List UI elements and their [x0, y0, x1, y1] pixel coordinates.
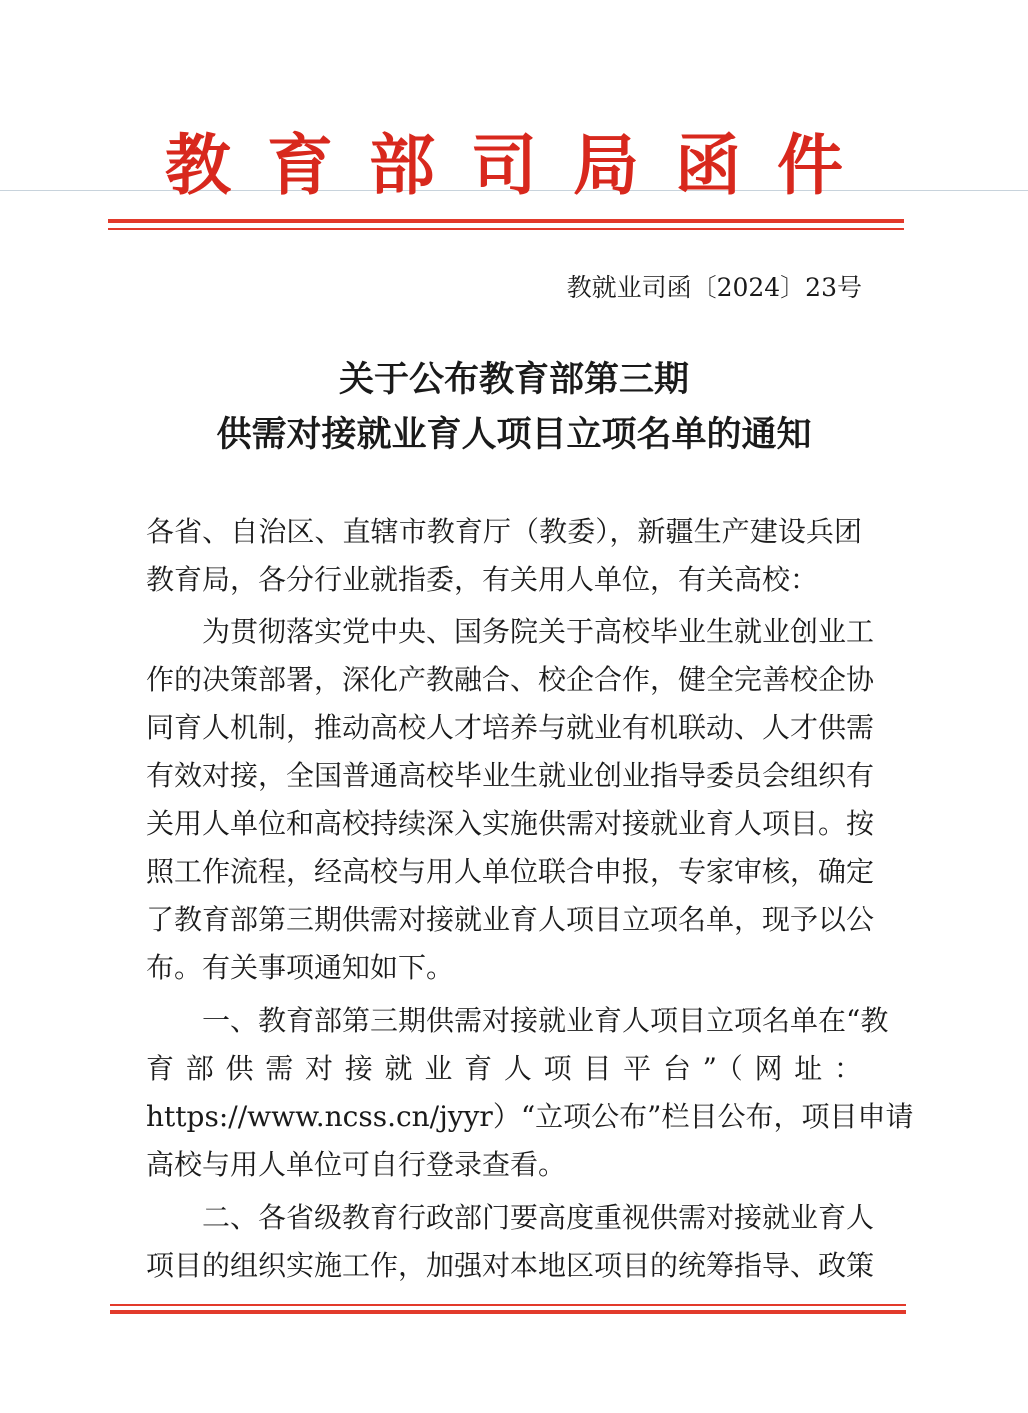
- body-line: 教育局，各分行业就指委，有关用人单位，有关高校：: [146, 563, 819, 596]
- body-line: 布。有关事项通知如下。: [146, 951, 455, 984]
- letterhead-masthead: 教育部司局函件: [165, 126, 879, 204]
- footer-red-rule-thin: [110, 1304, 906, 1306]
- letterhead-red-rule-thin: [108, 228, 904, 230]
- document-number: 教就业司函〔2024〕23号: [566, 273, 862, 302]
- body-line: https://www.ncss.cn/jyyr）“立项公布”栏目公布，项目申请: [146, 1100, 914, 1133]
- body-line: 二、各省级教育行政部门要高度重视供需对接就业育人: [146, 1201, 875, 1234]
- footer-red-rule-thick: [110, 1310, 906, 1314]
- notice-title-line-1: 关于公布教育部第三期: [338, 359, 689, 400]
- body-line: 关用人单位和高校持续深入实施供需对接就业育人项目。按: [146, 807, 875, 840]
- notice-title-line-2: 供需对接就业育人项目立项名单的通知: [216, 414, 812, 455]
- body-line: 照工作流程，经高校与用人单位联合申报，专家审核，确定: [146, 855, 875, 888]
- body-line: 为贯彻落实党中央、国务院关于高校毕业生就业创业工: [146, 615, 875, 648]
- body-line: 了教育部第三期供需对接就业育人项目立项名单，现予以公: [146, 903, 875, 936]
- letterhead-red-rule-thick: [108, 219, 904, 223]
- body-line: 育部供需对接就业育人项目平台”（网址：: [146, 1052, 862, 1085]
- body-line: 项目的组织实施工作，加强对本地区项目的统筹指导、政策: [146, 1249, 875, 1282]
- body-line: 作的决策部署，深化产教融合、校企合作，健全完善校企协: [146, 663, 875, 696]
- body-line: 高校与用人单位可自行登录查看。: [146, 1148, 567, 1181]
- body-line: 一、教育部第三期供需对接就业育人项目立项名单在“教: [146, 1004, 889, 1037]
- body-line: 各省、自治区、直辖市教育厅（教委），新疆生产建设兵团: [146, 515, 862, 548]
- body-line: 同育人机制，推动高校人才培养与就业有机联动、人才供需: [146, 711, 875, 744]
- body-line: 有效对接，全国普通高校毕业生就业创业指导委员会组织有: [146, 759, 875, 792]
